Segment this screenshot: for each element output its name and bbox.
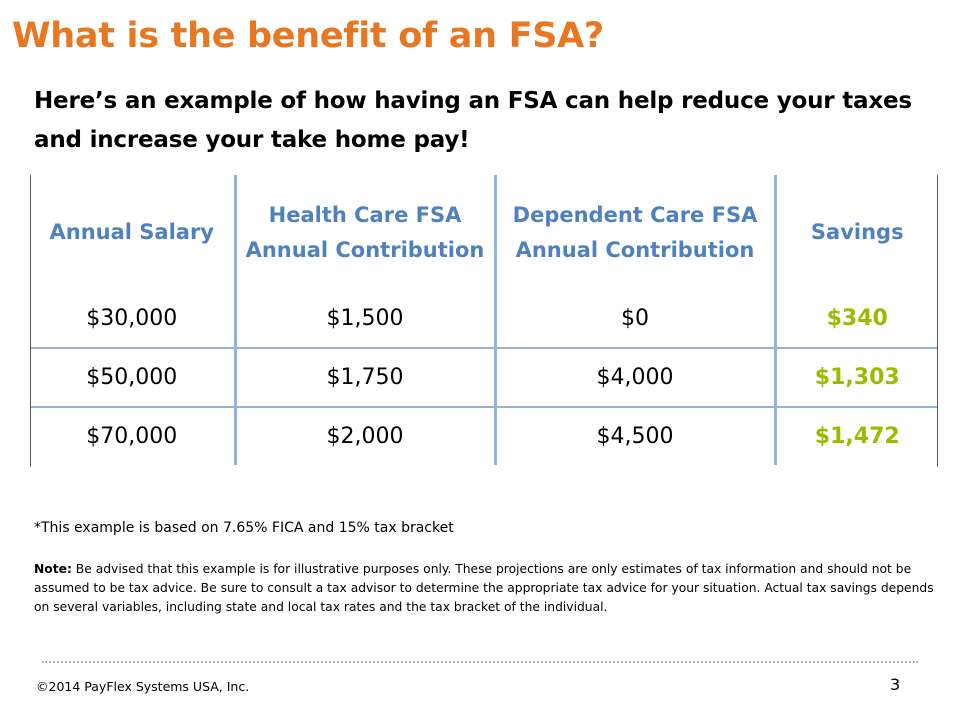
cell-savings: $340 [775,290,938,348]
disclaimer-note [34,560,934,617]
table-row [30,348,938,407]
footer-divider [42,661,918,663]
footnote: *This example is based on 7.65% FICA and 15% tax bracket [34,520,454,536]
copyright: ©2014 PayFlex Systems USA, Inc. [36,679,250,694]
fsa-savings-table [30,175,938,465]
header-health-care-fsa: Health Care FSA Annual Contribution [235,175,495,290]
cell-annual-salary: $70,000 [30,407,235,465]
table-header-row [30,175,938,290]
cell-annual-salary: $50,000 [30,348,235,407]
page-number: 3 [890,675,901,694]
table-row [30,407,938,465]
cell-savings: $1,303 [775,348,938,407]
cell-dependent-care-fsa: $4,000 [495,348,775,407]
note-label: Note: [34,562,72,576]
header-savings: Savings [810,220,904,244]
cell-dependent-care-fsa: $4,500 [495,407,775,465]
table-row [30,290,938,348]
header-annual-salary: Annual Salary [30,175,235,290]
cell-savings: $1,472 [814,424,900,449]
header-dependent-care-fsa: Dependent Care FSA Annual Contribution [495,175,775,290]
page-subtitle: Here’s an example of how having an FSA can help reduce your taxes and increase your take home pay! [34,88,912,153]
cell-health-care-fsa: $1,750 [235,348,495,407]
cell-annual-salary: $30,000 [30,290,235,348]
cell-dependent-care-fsa: $0 [495,290,775,348]
page-title: What is the benefit of an FSA? [12,16,604,56]
cell-health-care-fsa: $1,500 [235,290,495,348]
cell-health-care-fsa: $2,000 [235,407,495,465]
note-text: Be advised that this example is for illustrative purposes only. These projections are only estimates of tax information and should not be assumed to be tax advice. Be sure to consult a tax advisor to determine the appropriate tax advice for your situation. Actual tax savings depends on several variables, including state and local tax rates and the tax bracket of the individual. [34,562,934,614]
